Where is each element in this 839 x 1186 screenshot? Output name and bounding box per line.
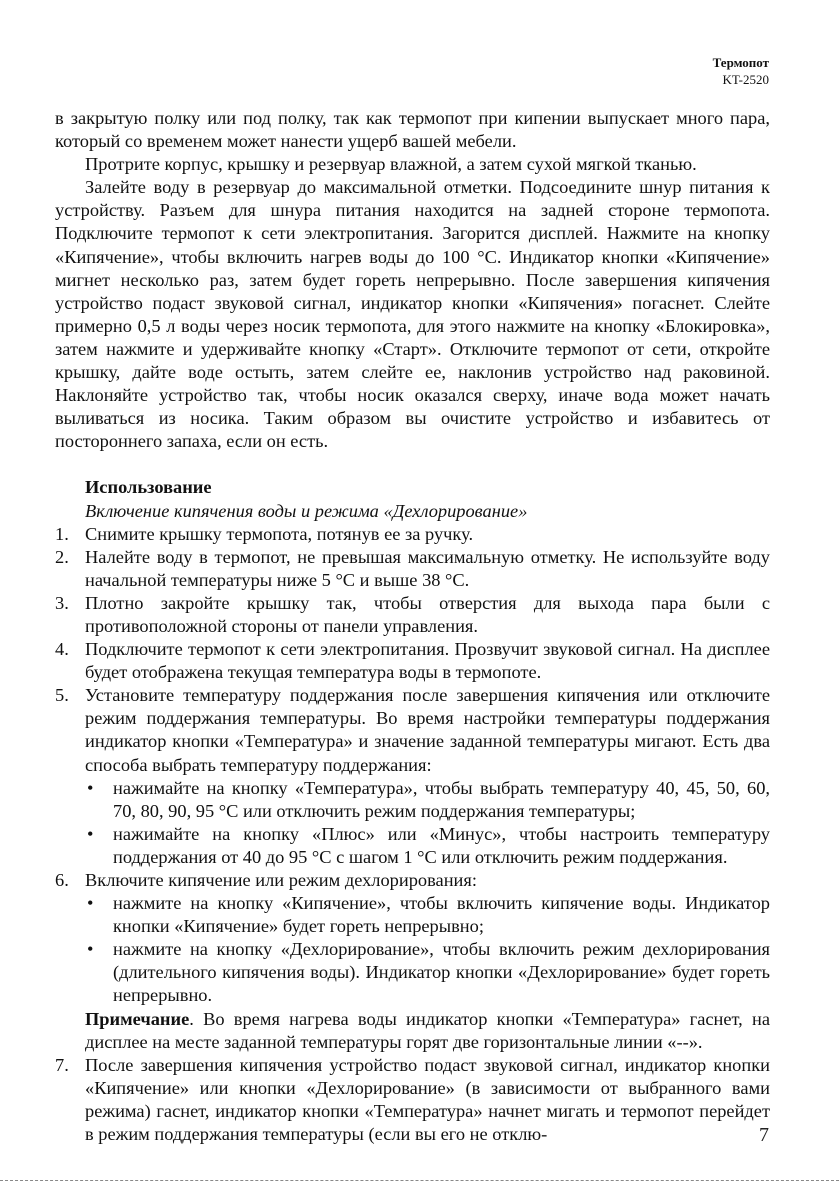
bullet-item <box>55 777 770 823</box>
bullet-marker: • <box>87 939 94 960</box>
section-subtitle: Включение кипячения воды и режима «Дехлорирование» <box>85 500 528 521</box>
list-item <box>55 546 770 592</box>
list-text: Подключите термопот к сети электропитания. Прозвучит звуковой сигнал. На дисплее будет отображена текущая температура воды в термопоте. <box>85 639 770 683</box>
intro-paragraph: в закрытую полку или под полку, так как термопот при кипении выпускает много пара, который со временем может нанести ущерб вашей мебели. <box>55 108 770 152</box>
model-number: KT-2520 <box>722 72 769 87</box>
bullet-text: нажимайте на кнопку «Температура», чтобы выбрать температуру 40, 45, 50, 60, 70, 80, 90, 95 °С или отключить режим поддержания температуры; <box>113 777 770 821</box>
bullet-text: нажмите на кнопку «Кипячение», чтобы включить кипячение воды. Индикатор кнопки «Кипячение» будет гореть непрерывно; <box>113 893 770 937</box>
product-name: Термопот <box>712 55 769 70</box>
list-item <box>55 869 770 892</box>
list-number: 4. <box>55 639 69 660</box>
list-text: Плотно закройте крышку так, чтобы отверстия для выхода пара были с противоположной стороны от панели управления. <box>85 592 770 636</box>
note-text: . Во время нагрева воды индикатор кнопки «Температура» гаснет, на дисплее на месте заданной температуры горят две горизонтальные линии «--». <box>85 1008 770 1052</box>
note-paragraph <box>55 1008 770 1054</box>
list-item <box>55 1054 770 1146</box>
list-item <box>55 523 770 546</box>
bullet-text: нажмите на кнопку «Дехлорирование», чтобы включить режим дехлорирования (длительного кипячения воды). Индикатор кнопки «Дехлорирование» будет гореть непрерывно. <box>113 939 770 1006</box>
list-text: Снимите крышку термопота, потянув ее за ручку. <box>85 523 474 544</box>
list-number: 7. <box>55 1054 69 1075</box>
manual-body <box>55 107 770 1146</box>
list-number: 5. <box>55 685 69 706</box>
list-item <box>55 638 770 684</box>
bullet-item <box>55 892 770 938</box>
list-number: 1. <box>55 523 69 544</box>
intro-paragraph: Залейте воду в резервуар до максимальной отметки. Подсоедините шнур питания к устройству. Разъем для шнура питания находится на задней стороне термопота. Подключите термопот к сети электропитания. Загорится дисплей. Нажмите на кнопку «Кипячение», чтобы включить нагрев воды до 100 °С. Индикатор кнопки «Кипячение» мигнет несколько раз, затем будет гореть непрерывно. После завершения кипячения устройство подаст звуковой сигнал, индикатор кнопки «Кипячения» погаснет. Слейте примерно 0,5 л воды через носик термопота, для этого нажмите на кнопку «Блокировка», затем нажмите и удерживайте кнопку «Старт». Отключите термопот от сети, откройте крышку, дайте воде остыть, затем слейте ее, наклонив устройство над раковиной. Наклоняйте устройство так, чтобы носик оказался сверху, иначе вода может начать выливаться из носика. Таким образом вы очистите устройство и избавитесь от постороннего запаха, если он есть. <box>55 177 770 452</box>
list-item <box>55 684 770 776</box>
page-bottom-divider <box>0 1180 839 1181</box>
intro-paragraph: Протрите корпус, крышку и резервуар влажной, а затем сухой мягкой тканью. <box>85 154 697 175</box>
list-text: После завершения кипячения устройство подаст звуковой сигнал, индикатор кнопки «Кипячение» или кнопки «Дехлорирование» (в зависимости от выбранного вами режима) гаснет, индикатор кнопки «Температура» начнет мигать и термопот перейдет в режим поддержания температуры (если вы его не отклю- <box>85 1054 770 1145</box>
bullet-marker: • <box>87 777 94 798</box>
list-number: 3. <box>55 592 69 613</box>
list-text: Налейте воду в термопот, не превышая максимальную отметку. Не используйте воду начальной температуры ниже 5 °С и выше 38 °С. <box>85 546 770 590</box>
page-header <box>713 54 769 88</box>
bullet-item <box>55 823 770 869</box>
list-number: 6. <box>55 870 69 890</box>
bullet-text: нажимайте на кнопку «Плюс» или «Минус», чтобы настроить температуру поддержания от 40 до 95 °С с шагом 1 °С или отключить режим поддержания. <box>113 823 770 867</box>
list-text: Включите кипячение или режим дехлорирования: <box>85 870 477 890</box>
list-text: Установите температуру поддержания после завершения кипячения или отключите режим поддержания температуры. Во время настройки температуры поддержания индикатор кнопки «Температура» и значение заданной температуры мигают. Есть два способа выбрать температуру поддержания: <box>85 685 770 775</box>
bullet-item <box>55 938 770 1007</box>
note-label: Примечание <box>85 1008 190 1029</box>
list-item <box>55 592 770 638</box>
list-number: 2. <box>55 546 69 567</box>
page-number: 7 <box>759 1124 769 1146</box>
bullet-marker: • <box>87 823 94 844</box>
bullet-marker: • <box>87 893 94 914</box>
section-title: Использование <box>85 477 212 498</box>
